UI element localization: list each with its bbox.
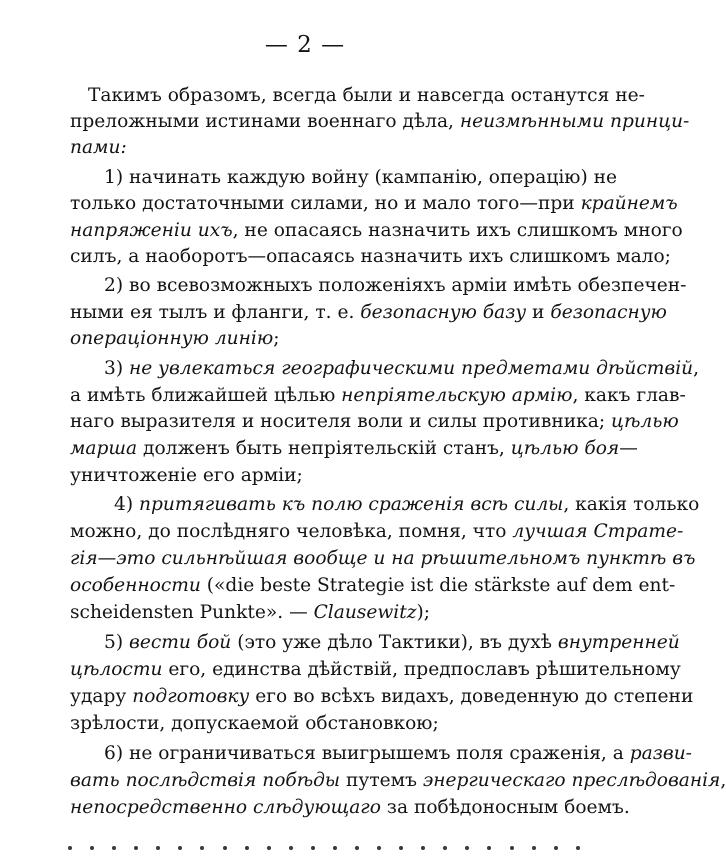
dot [487, 846, 491, 850]
dot [311, 846, 315, 850]
italic-phrase: неизмѣнными принци- [459, 111, 690, 132]
text-line: цѣлости его, единства дѣйствій, предпославъ рѣшительному [70, 659, 681, 680]
text-line: 4) притягивать къ полю сраженія всѣ силы, какія только [114, 494, 700, 515]
page-number: — 2 — [264, 32, 346, 58]
italic-phrase: цѣлости [70, 659, 163, 680]
dot [245, 846, 249, 850]
text-line: непосредственно слѣдующаго за побѣдоносным боемъ. [70, 797, 630, 818]
italic-phrase: лучшая Страте- [512, 521, 684, 542]
text-line: преложными истинами военнаго дѣла, неизмѣнными принци- [70, 111, 690, 132]
italic-phrase: гія—это сильнѣйшая вообще и на рѣшительномъ пунктѣ въ [70, 548, 696, 569]
dotted-rule [68, 846, 580, 850]
italic-phrase: особенности [70, 575, 201, 596]
italic-phrase: Clausewitz [313, 602, 417, 623]
dot [421, 846, 425, 850]
text-line: 5) вести бой (это уже дѣло Тактики), въ духѣ внутренней [104, 632, 680, 653]
text-line: напряженіи ихъ, не опасаясь назначить ихъ слишкомъ много [70, 220, 683, 241]
italic-phrase: безопасную базу [360, 302, 527, 323]
dot [134, 846, 138, 850]
dot [90, 846, 94, 850]
text-line: вать послѣдствія побѣды путемъ энергическаго преслѣдованія, [70, 770, 726, 791]
dot [333, 846, 337, 850]
dot [200, 846, 204, 850]
italic-phrase: крайнемъ [580, 193, 678, 214]
dot [377, 846, 381, 850]
text-line: операціонную линію; [70, 328, 280, 349]
dot [289, 846, 293, 850]
text-line: 2) во всевозможныхъ положеніяхъ арміи имѣть обезпечен- [104, 275, 687, 296]
italic-phrase: разви- [629, 743, 692, 764]
text-line: только достаточными силами, но и мало того—при крайнемъ [70, 193, 678, 214]
text-line: марша долженъ быть непріятельскій станъ, цѣлью боя— [70, 438, 638, 459]
dot [112, 846, 116, 850]
italic-phrase: цѣлью [611, 411, 679, 432]
dot [178, 846, 182, 850]
text-line: scheidensten Punkte». — Clausewitz); [70, 602, 431, 623]
dot [443, 846, 447, 850]
text-line: удару подготовку его во всѣхъ видахъ, доведенную до степени [70, 686, 694, 707]
text-line: ными ея тылъ и фланги, т. е. безопасную базу и безопасную [70, 302, 667, 323]
text-line: зрѣлости, допускаемой обстановкою; [70, 713, 439, 734]
dot [223, 846, 227, 850]
text-line [70, 135, 580, 161]
italic-phrase: вать послѣдствія побѣды [70, 770, 341, 791]
dot [267, 846, 271, 850]
italic-phrase: вести бой [129, 632, 232, 653]
dot [532, 846, 536, 850]
italic-phrase: пами: [70, 137, 127, 158]
dot [465, 846, 469, 850]
text-line: 6) не ограничиваться выигрышемъ поля сраженія, а разви- [104, 743, 692, 764]
italic-phrase: непріятельскую армію [341, 385, 573, 406]
italic-phrase: безопасную [550, 302, 667, 323]
italic-phrase: подготовку [132, 686, 250, 707]
text-line: а имѣть ближайшей цѣлью непріятельскую армію, какъ глав- [70, 385, 686, 406]
text-line: силъ, а наоборотъ—опасаясь назначить ихъ слишкомъ мало; [70, 246, 671, 267]
text-line: уничтоженіе его арміи; [70, 465, 303, 486]
italic-phrase: напряженіи ихъ [70, 220, 233, 241]
italic-phrase: операціонную линію [70, 328, 274, 349]
text-line: Такимъ образомъ, всегда были и навсегда останутся не- [88, 85, 645, 106]
italic-phrase: не увлекаться географическими предметами дѣйствій [129, 358, 694, 379]
dot [355, 846, 359, 850]
dot [576, 846, 580, 850]
italic-phrase: внутренней [557, 632, 680, 653]
italic-phrase: цѣлью боя [510, 438, 620, 459]
text-line [70, 546, 696, 572]
text-line: наго выразителя и носителя воли и силы противника; цѣлью [70, 411, 679, 432]
text-line: 3) не увлекаться географическими предметами дѣйствій, [104, 358, 700, 379]
text-line: особенности («die beste Strategie ist die stärkste auf dem ent- [70, 575, 676, 596]
italic-phrase: притягивать къ полю сраженія всѣ силы [139, 494, 564, 515]
dot [399, 846, 403, 850]
italic-phrase: энергическаго преслѣдованія [422, 770, 721, 791]
dot [68, 846, 72, 850]
text-line: 1) начинать каждую войну (кампанію, операцію) не [104, 167, 618, 188]
italic-phrase: непосредственно слѣдующаго [70, 797, 381, 818]
italic-phrase: марша [70, 438, 138, 459]
dot [156, 846, 160, 850]
text-line: можно, до послѣдняго человѣка, помня, что лучшая Страте- [70, 521, 684, 542]
dot [554, 846, 558, 850]
dot [510, 846, 514, 850]
